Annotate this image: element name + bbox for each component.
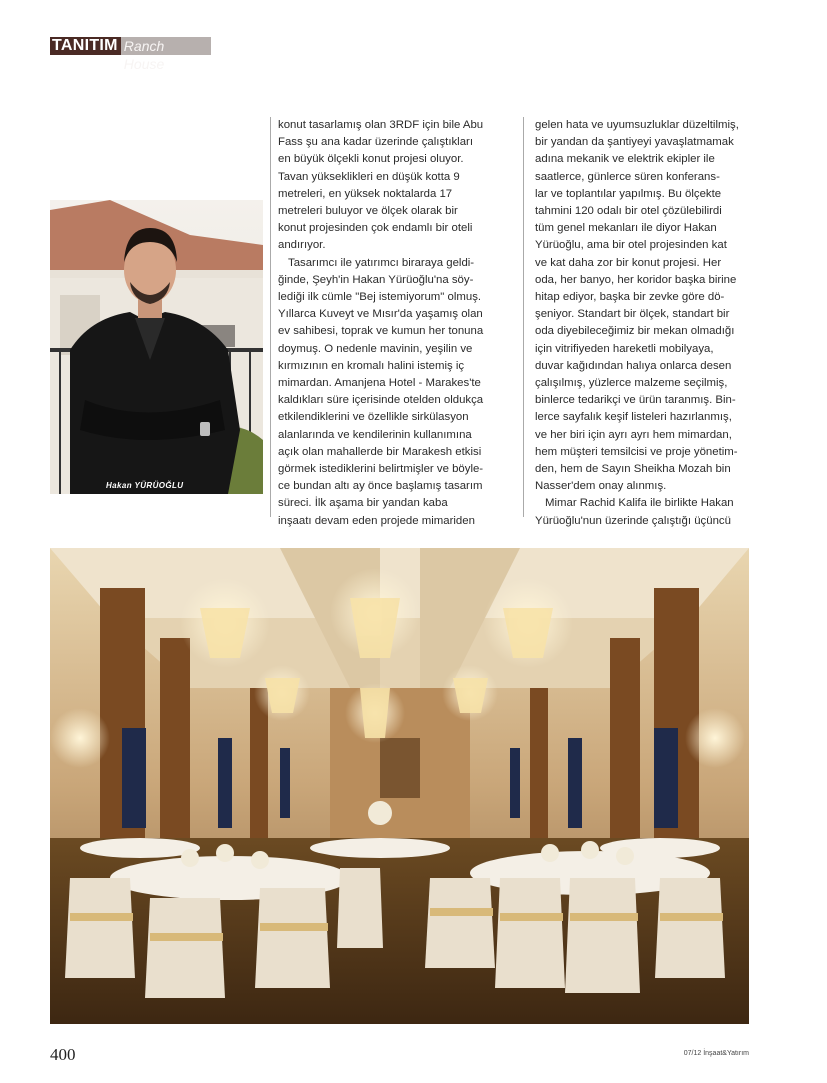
paragraph: gelen hata ve uyumsuzluklar düzeltilmiş, bir yandan da şantiyeyi yavaşlatmamak adına mekanik ve elektrik ekipler ile saatlerce, günlerce süren konferans- lar ve toplantılar yapılmış. Bu ölçekte tahmini 120 odalı bir otel çözülebilirdi tüm genel mekanları ile diyor Hakan Yürüoğlu, ama bir otel projesinden kat ve kat daha zor bir konut projesi. Her oda, her banyo, her koridor başka birine hitap ediyor, başka bir zevke göre dö- şeniyor. Standart bir ölçek, standart bir oda diyebileceğimiz bir mekan olmadığı için vitrifiyeden hareketli mobilyaya, duvar kağıdından halıya onlarca desen çalışılmış, yüzlerce malzeme seçilmiş, binlerce tedarikçi ve ürün taranmış. Bin- lerce sayfalık keşif listeleri hazırlanmış, ve her biri için ayrı ayrı hem mimardan, hem müşteri temsilcisi ve proje yönetim- den, hem de Sayın Sheikha Mozah bin Nasser'dem onay alınmış. [535,119,739,493]
column-divider [270,117,271,517]
paragraph: Mimar Rachid Kalifa ile birlikte Hakan Yürüoğlu'nun üzerinde çalıştığı üçüncü [535,497,734,527]
ballroom-image [50,548,749,1024]
portrait-caption: Hakan YÜRÜOĞLU [106,481,184,490]
ballroom-photo [50,548,749,1024]
paragraph: Tasarımcı ile yatırımcı biraraya geldi- ğinde, Şeyh'in Hakan Yürüoğlu'na söy- lediği ilk cümle "Bej istemiyorum" olmuş. Yıllarca Kuveyt ve Mısır'da yaşamış olan ev sahibesi, toprak ve kumun her tonuna doymuş. O nedenle mavinin, yeşilin ve kırmızının en kromalı halini istemiş iç mimardan. Amanjena Hotel - Marakes'te kaldıkları süre içerisinde otelden oldukça etkilendiklerini ve özellikle sirkülasyon alanlarında ve kendilerinin kullanımına açık olan mahallerde bir Marakesh etkisi görmek istediklerini belirtmişler ve böyle- ce bundan altı ay önce başlamış tasarım süreci. İlk aşama bir yandan kaba inşaatı devam eden projede mimariden [278,256,484,527]
article-column-2 [535,117,753,530]
portrait-photo [50,200,263,494]
section-label: TANITIM [50,37,121,55]
article-column-1 [278,117,511,530]
issue-label: 07/12 İnşaat&Yatırım [683,1050,749,1057]
page-number: 400 [50,1045,76,1064]
portrait-image [50,200,263,494]
paragraph: konut tasarlamış olan 3RDF için bile Abu Fass şu ana kadar üzerinde çalıştıkları en büyük ölçekli konut projesi oluyor. Tavan yükseklikleri en düşük kotta 9 metreleri, en yüksek noktalarda 17 metreleri buluyor ve ölçek olarak bir konut projesinden çok endamlı bir oteli andırıyor. [278,119,484,252]
column-divider [523,117,524,517]
section-subtitle: Ranch House [121,37,211,55]
section-header [50,37,211,72]
